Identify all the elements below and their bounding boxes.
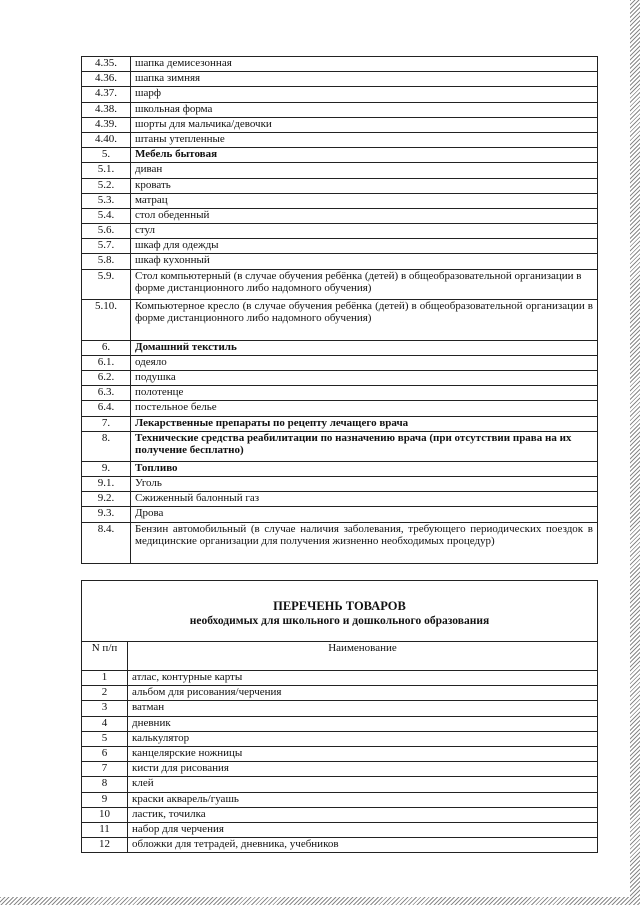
item-name: одеяло [131, 355, 598, 370]
table-row [82, 254, 598, 269]
item-number: 9.2. [82, 492, 131, 507]
table-row [82, 57, 598, 72]
category-name: Мебель бытовая [131, 148, 598, 163]
table-row [82, 132, 598, 147]
column-header-name: Наименование [128, 642, 598, 671]
item-number: 5.9. [82, 269, 131, 299]
table-row [82, 239, 598, 254]
table-row [82, 371, 598, 386]
section-subtitle: необходимых для школьного и дошкольного образования [189, 615, 490, 627]
item-name: матрац [131, 193, 598, 208]
item-name: дневник [128, 716, 598, 731]
item-number: 8. [82, 431, 131, 461]
item-number: 4.36. [82, 72, 131, 87]
table-row [82, 72, 598, 87]
table-row [82, 731, 598, 746]
goods-list-table [81, 56, 598, 564]
item-number: 6.3. [82, 386, 131, 401]
table-row [82, 476, 598, 491]
item-name: атлас, контурные карты [128, 671, 598, 686]
item-number: 6.4. [82, 401, 131, 416]
item-number: 5.6. [82, 224, 131, 239]
item-name: шкаф для одежды [131, 239, 598, 254]
item-name: постельное белье [131, 401, 598, 416]
item-name: ватман [128, 701, 598, 716]
item-name: школьная форма [131, 102, 598, 117]
item-number: 5.8. [82, 254, 131, 269]
scan-edge-bottom [0, 897, 640, 905]
table-row-category [82, 340, 598, 355]
item-name: канцелярские ножницы [128, 746, 598, 761]
item-name: диван [131, 163, 598, 178]
item-number: 4.39. [82, 117, 131, 132]
item-name: шапка демисезонная [131, 57, 598, 72]
table-row [82, 224, 598, 239]
item-number: 7 [82, 762, 128, 777]
item-number: 8.4. [82, 522, 131, 563]
item-number: 5.2. [82, 178, 131, 193]
item-name: Сжиженный балонный газ [131, 492, 598, 507]
item-number: 4 [82, 716, 128, 731]
item-number: 6.2. [82, 371, 131, 386]
item-number: 4.40. [82, 132, 131, 147]
section-title: ПЕРЕЧЕНЬ ТОВАРОВ [273, 599, 406, 613]
item-name: шкаф кухонный [131, 254, 598, 269]
table-row [82, 117, 598, 132]
table-row [82, 269, 598, 299]
category-name: Домашний текстиль [131, 340, 598, 355]
item-name: подушка [131, 371, 598, 386]
item-name: обложки для тетрадей, дневника, учебников [128, 838, 598, 853]
table-row [82, 822, 598, 837]
item-number: 5.10. [82, 299, 131, 340]
item-number: 10 [82, 807, 128, 822]
item-number: 4.38. [82, 102, 131, 117]
category-name: Топливо [131, 461, 598, 476]
item-number: 5.3. [82, 193, 131, 208]
table-row-category [82, 461, 598, 476]
table-row [82, 193, 598, 208]
item-number: 4.35. [82, 57, 131, 72]
item-name: Компьютерное кресло (в случае обучения ребёнка (детей) в общеобразовательной организации в форме дистанционного либо надомного обучения) [131, 299, 598, 340]
table-row [82, 807, 598, 822]
table-row-category [82, 431, 598, 461]
item-name: кровать [131, 178, 598, 193]
table-row [82, 522, 598, 563]
table-row [82, 299, 598, 340]
item-number: 5 [82, 731, 128, 746]
category-name: Технические средства реабилитации по назначению врача (при отсутствии права на их получение бесплатно) [131, 431, 598, 461]
table-row [82, 507, 598, 522]
item-number: 9.3. [82, 507, 131, 522]
table-row [82, 686, 598, 701]
item-number: 5. [82, 148, 131, 163]
table-row [82, 792, 598, 807]
item-number: 6. [82, 340, 131, 355]
category-name: Лекарственные препараты по рецепту лечащего врача [131, 416, 598, 431]
item-name: Бензин автомобильный (в случае наличия заболевания, требующего периодических поездок в медицинские организации для получения жизненно необходимых процедур) [131, 522, 598, 563]
item-number: 5.7. [82, 239, 131, 254]
item-number: 12 [82, 838, 128, 853]
table-row [82, 746, 598, 761]
item-name: кисти для рисования [128, 762, 598, 777]
item-number: 11 [82, 822, 128, 837]
table-row [82, 777, 598, 792]
item-name: краски акварель/гуашь [128, 792, 598, 807]
item-name: стол обеденный [131, 208, 598, 223]
item-number: 6 [82, 746, 128, 761]
item-number: 7. [82, 416, 131, 431]
item-number: 9 [82, 792, 128, 807]
table-row [82, 208, 598, 223]
item-name: шарф [131, 87, 598, 102]
table-row [82, 87, 598, 102]
item-number: 9.1. [82, 476, 131, 491]
table-row-category [82, 148, 598, 163]
item-number: 2 [82, 686, 128, 701]
item-name: стул [131, 224, 598, 239]
table-row [82, 671, 598, 686]
item-name: полотенце [131, 386, 598, 401]
item-name: Дрова [131, 507, 598, 522]
column-header-row [82, 642, 598, 671]
table-row [82, 178, 598, 193]
column-header-number: N п/п [82, 642, 128, 671]
table-row [82, 762, 598, 777]
table-row [82, 386, 598, 401]
table-row [82, 838, 598, 853]
item-name: шорты для мальчика/девочки [131, 117, 598, 132]
item-name: набор для черчения [128, 822, 598, 837]
item-number: 8 [82, 777, 128, 792]
item-number: 1 [82, 671, 128, 686]
item-name: штаны утепленные [131, 132, 598, 147]
item-name: альбом для рисования/черчения [128, 686, 598, 701]
item-number: 9. [82, 461, 131, 476]
table-row [82, 401, 598, 416]
section-header [82, 581, 598, 642]
item-name: ластик, точилка [128, 807, 598, 822]
item-name: Стол компьютерный (в случае обучения ребёнка (детей) в общеобразовательной организации в форме дистанционного либо надомного обучения) [131, 269, 598, 299]
table-row [82, 716, 598, 731]
table-row [82, 163, 598, 178]
item-number: 3 [82, 701, 128, 716]
item-number: 5.4. [82, 208, 131, 223]
table-row [82, 102, 598, 117]
item-name: Уголь [131, 476, 598, 491]
table-row [82, 355, 598, 370]
table-row [82, 492, 598, 507]
item-number: 4.37. [82, 87, 131, 102]
item-number: 5.1. [82, 163, 131, 178]
school-goods-table [81, 580, 598, 853]
section-title-cell [82, 581, 598, 642]
item-number: 6.1. [82, 355, 131, 370]
table-row-category [82, 416, 598, 431]
scan-edge-right [630, 0, 640, 905]
item-name: шапка зимняя [131, 72, 598, 87]
item-name: калькулятор [128, 731, 598, 746]
table-row [82, 701, 598, 716]
item-name: клей [128, 777, 598, 792]
